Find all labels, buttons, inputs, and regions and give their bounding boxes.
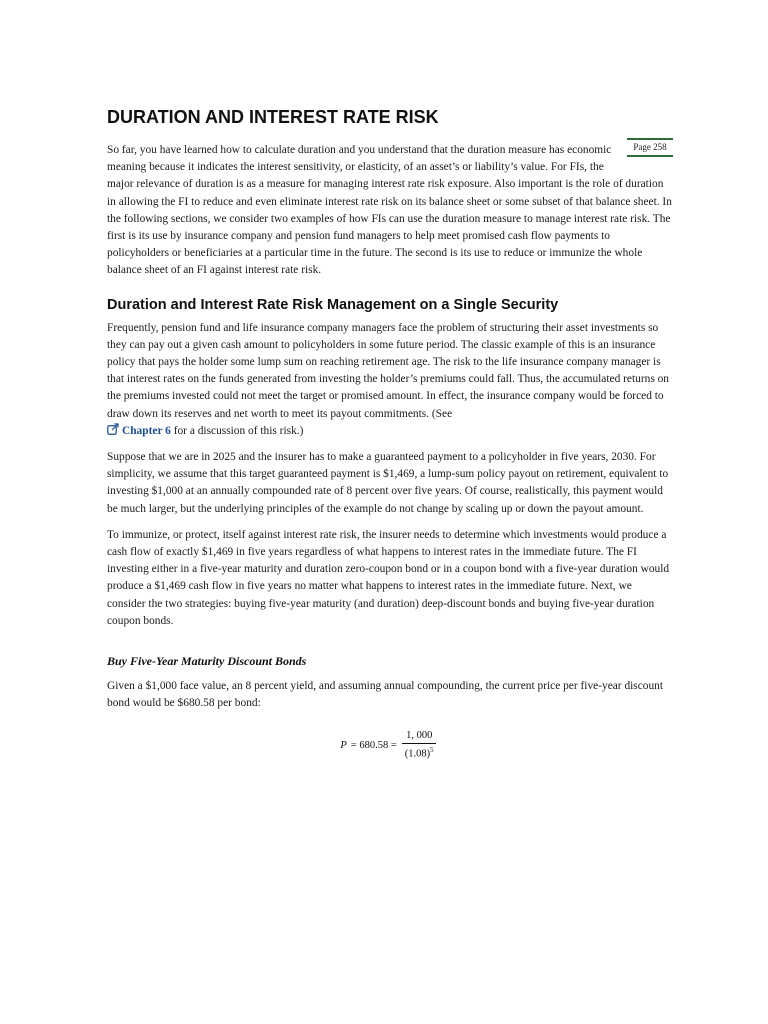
equation-denominator: (1.08) [404,748,431,760]
section-title: DURATION AND INTEREST RATE RISK [107,107,439,127]
equation-exponent: 5 [430,746,434,755]
equation-fraction [401,730,438,760]
equation-lhs: P [340,739,347,751]
chapter-6-link[interactable] [107,425,171,437]
paragraph-discount-bond: Given a $1,000 face value, an 8 percent yield, and assuming annual compounding, the current price per five-year discount bond would be $680.58 per bond: [107,680,664,710]
paragraph-tail: for a discussion of this risk.) [170,424,304,437]
chapter-link-label[interactable]: Chapter 6 [122,424,171,437]
subsubsection-title: Buy Five-Year Maturity Discount Bonds [107,654,307,669]
price-equation [107,730,673,760]
equation-equals: = 680.58 = [350,739,397,751]
paragraph-immunize: To immunize, or protect, itself against interest rate risk, the insurer needs to determine which investments would produce a cash flow of exactly $1,469 in five years regardless of what happens to interest rates in the immediate future. The FI investing either in a five-year maturity and duration zero-coupon bond or in a coupon bond with a five-year duration would produce a $1,469 cash flow in five years no matter what happens to interest rates in the immediate future. Next, we consider the two strategies: buying five-year maturity (and duration) deep-discount bonds and buying five-year duration coupon bonds. [107,528,670,627]
equation-denominator-wrap [401,744,438,760]
paragraph-example: Suppose that we are in 2025 and the insurer has to make a guaranteed payment to a policyholder in five years, 2030. For simplicity, we assume that this target guaranteed payment is $1,469, a lump-sum policy payout on retirement, equivalent to investing $1,000 at an annually compounded rate of 8 percent over five years. Of course, realistically, this payment would be much larger, but the underlying principles of the example do not change by scaling up or down the payout amount. [107,451,669,515]
paragraph-text: Frequently, pension fund and life insurance company managers face the problem of structuring their asset investments so they can pay out a given cash amount to policyholders in some future period. The classic example of this is an insurance policy that pays the holder some lump sum on reaching retirement age. The risk to the life insurance company manager is that interest rates on the funds generated from investing the holder’s premiums could fall. Thus, the accumulated returns on the premiums invested could not meet the target or promised amount. In effect, the insurance company would be forced to draw down its reserves and net worth to meet its payout commitments. (See [107,321,669,420]
page-number-marker: Page 258 [627,138,673,157]
external-link-icon [107,423,119,435]
equation-numerator: 1, 000 [402,730,436,744]
intro-paragraph: So far, you have learned how to calculate duration and you understand that the duration measure has economic meaning because it indicates the interest sensitivity, or elasticity, of an asset’s or liability’s value. For FIs, the major relevance of duration is as a measure for managing interest rate risk exposure. Also important is the role of duration in allowing the FI to reduce and even eliminate interest rate risk on its balance sheet or some subset of that balance sheet. In the following sections, we consider two examples of how FIs can use the duration measure to manage interest rate risk. The first is its use by insurance company and pension fund managers to help meet promised cash flow payments to policyholders or beneficiaries at a particular time in the future. The second is its use to reduce or immunize the whole balance sheet of an FI against interest rate risk. [107,144,672,277]
document-page [107,104,673,760]
subsection-title: Duration and Interest Rate Risk Management on a Single Security [107,296,559,313]
paragraph-pension-fund [107,320,673,440]
